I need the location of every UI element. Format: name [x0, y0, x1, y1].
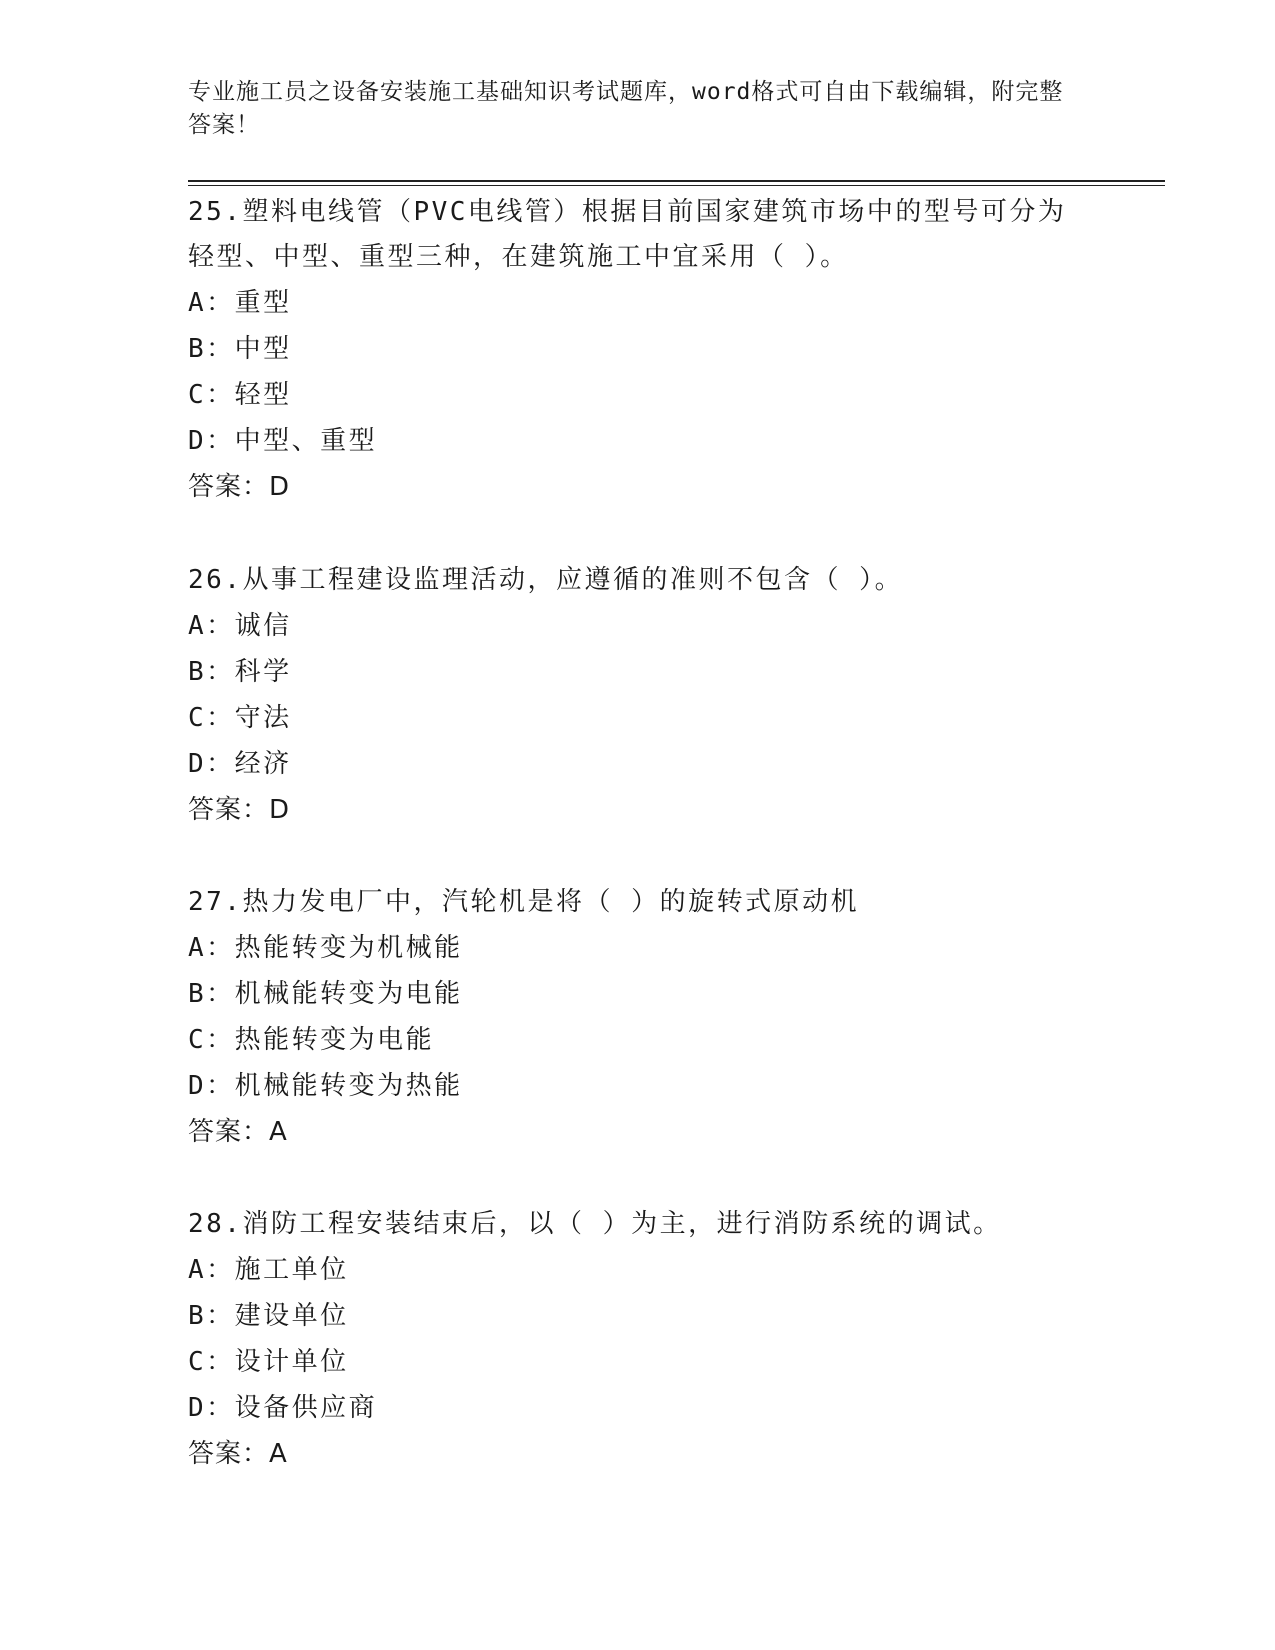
option-a: A：施工单位 [188, 1255, 349, 1285]
header-divider-thin [188, 185, 1165, 186]
option-a: A：热能转变为机械能 [188, 933, 463, 963]
question-stem: 26.从事工程建设监理活动，应遵循的准则不包含（ ）。 [188, 565, 904, 595]
header-divider-thick [188, 180, 1165, 182]
option-d: D：经济 [188, 749, 292, 779]
option-b: B：机械能转变为电能 [188, 979, 463, 1009]
option-b: B：中型 [188, 334, 292, 364]
option-c: C：热能转变为电能 [188, 1025, 435, 1055]
option-b: B：科学 [188, 657, 292, 687]
question-28 [188, 1202, 1088, 1477]
option-b: B：建设单位 [188, 1301, 349, 1331]
option-d: D：中型、重型 [188, 426, 378, 456]
question-stem: 25.塑料电线管（PVC电线管）根据目前国家建筑市场中的型号可分为轻型、中型、重型三种，在建筑施工中宜采用（ ）。 [188, 197, 1067, 272]
option-c: C：设计单位 [188, 1347, 349, 1377]
option-a: A：诚信 [188, 611, 292, 641]
answer: 答案：A [188, 1439, 288, 1469]
option-c: C：轻型 [188, 380, 292, 410]
question-27 [188, 880, 1088, 1155]
answer: 答案：D [188, 472, 291, 502]
option-a: A：重型 [188, 288, 292, 318]
document-header: 专业施工员之设备安装施工基础知识考试题库，word格式可自由下载编辑，附完整答案！ [188, 79, 1064, 138]
option-c: C：守法 [188, 703, 292, 733]
answer: 答案：D [188, 795, 291, 825]
answer: 答案：A [188, 1117, 288, 1147]
question-stem: 27.热力发电厂中，汽轮机是将（ ）的旋转式原动机 [188, 887, 860, 917]
option-d: D：机械能转变为热能 [188, 1071, 463, 1101]
question-25 [188, 190, 1088, 510]
option-d: D：设备供应商 [188, 1393, 378, 1423]
question-stem: 28.消防工程安装结束后，以（ ）为主，进行消防系统的调试。 [188, 1209, 1002, 1239]
question-26 [188, 558, 1088, 833]
